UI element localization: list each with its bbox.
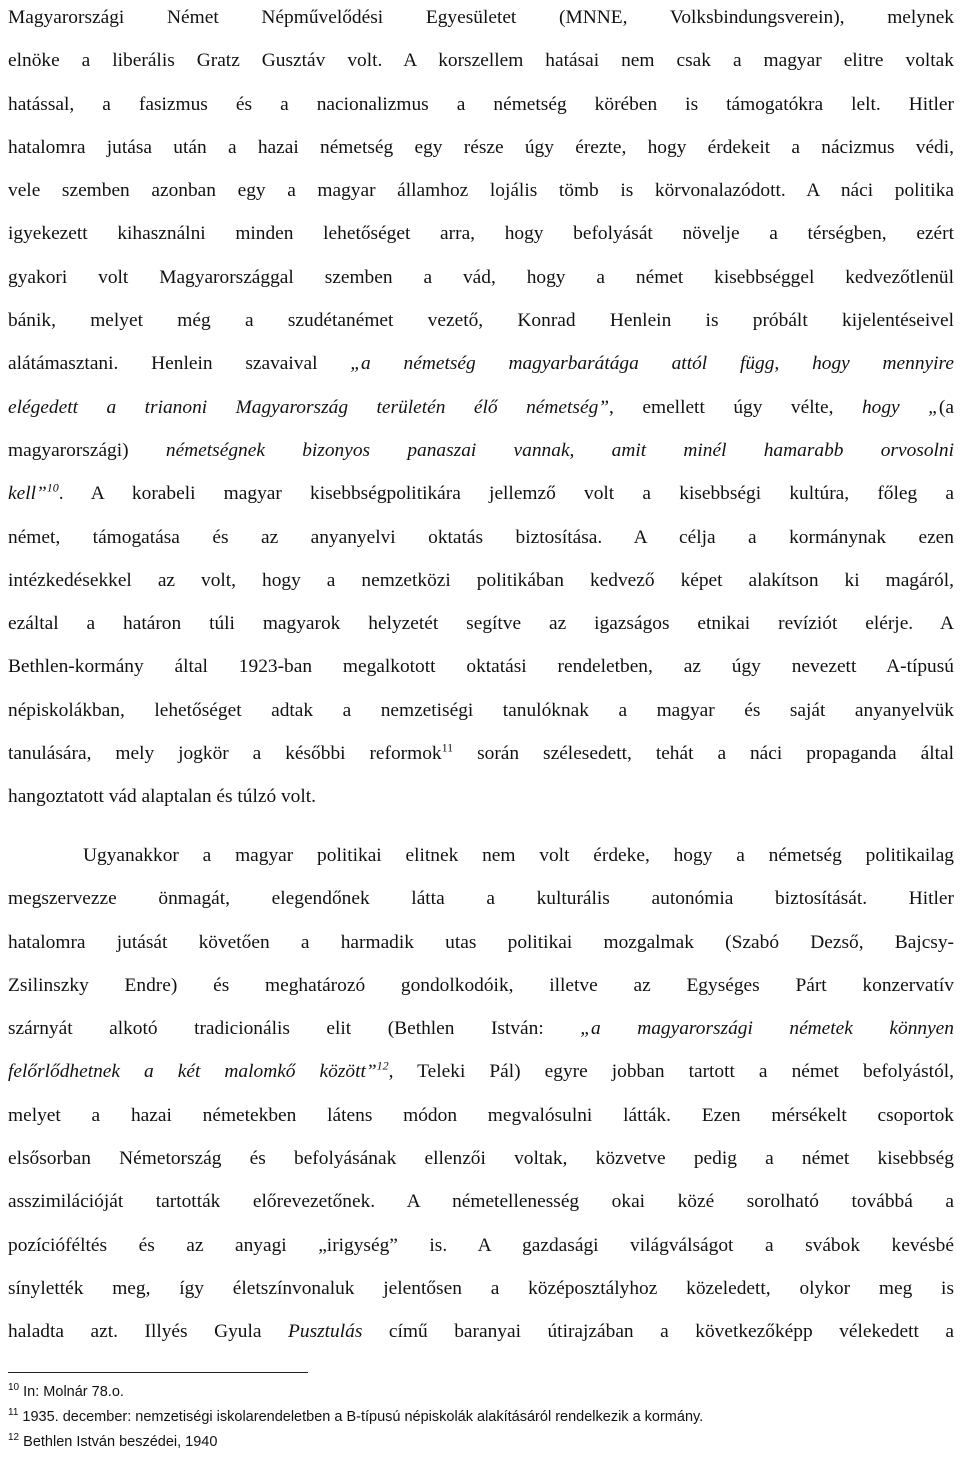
text-run: szárnyát alkotó tradicionális elit (Bethlen István: [8, 1018, 581, 1040]
henlein-quote: „a németség magyarbarátága attól függ, hogy mennyire [350, 353, 954, 375]
text-line: vele szemben azonban egy a magyar államhoz lojális tömb is körvonalazódott. A náci politika [8, 180, 954, 202]
text-run: , Teleki Pál) egyre jobban tartott a német befolyástól, [388, 1061, 954, 1083]
text-line: hatalomra jutását követően a harmadik utas politikai mozgalmak (Szabó Dezső, Bajcsy- [8, 931, 954, 953]
footnote-ref[interactable]: 12 [376, 1059, 389, 1074]
book-title: Pusztulás [288, 1321, 363, 1343]
text-run: . A korabeli magyar kisebbségpolitikára jellemző volt a kisebbségi kultúra, főleg a [58, 483, 954, 505]
text-line: pozícióféltés és az anyagi „irigység” is. A gazdasági világválságot a svábok kevésbé [8, 1234, 954, 1256]
henlein-quote: németségnek bizonyos panaszai vannak, amit minél hamarabb orvosolni [165, 439, 954, 461]
henlein-quote: elégedett a trianoni Magyarország területén élő németség” [8, 396, 610, 418]
footnote-text: In: Molnár 78.o. [23, 1384, 124, 1400]
text-line [8, 732, 954, 775]
paragraph-2 [8, 834, 954, 1354]
text-line: melyet a hazai németekben látens módon megvalósulni látták. Ezen mérsékelt csoportok [8, 1104, 954, 1126]
text-line: hangoztatott vád alaptalan és túlzó volt. [8, 786, 316, 808]
text-run: , emellett úgy vélte, [609, 396, 834, 418]
text-run: című baranyai útirajzában a következőképp vélekedett a [362, 1321, 954, 1343]
text-run: magyarországi) [8, 439, 129, 461]
footnote [8, 1384, 124, 1400]
text-line: népiskolákban, lehetőséget adtak a nemzetiségi tanulóknak a magyar és saját anyanyelvük [8, 699, 954, 721]
text-line: hatással, a fasizmus és a nacionalizmus a németség körében is támogatókra lelt. Hitler [8, 93, 954, 115]
text-run: tanulására, mely jogkör a későbbi reformok [8, 743, 442, 765]
footnote-ref[interactable]: 10 [46, 480, 59, 495]
text-line: Ugyanakkor a magyar politikai elitnek nem volt érdeke, hogy a németség politikailag [83, 845, 954, 866]
text-line [8, 472, 954, 515]
text-line: Magyarországi Német Népművelődési Egyesületet (MNNE, Volksbindungsverein), melynek [8, 7, 954, 28]
text-line: elsősorban Németország és befolyásának ellenzői voltak, közvetve pedig a német kisebbség [8, 1148, 954, 1170]
text-line: elnöke a liberális Gratz Gusztáv volt. A korszellem hatásai nem csak a magyar elitre voltak [8, 50, 954, 72]
text-line: német, támogatása és az anyanyelvi oktatás biztosítása. A célja a kormánynak ezen [8, 526, 954, 548]
paragraph-1 [8, 0, 954, 819]
text-line: Bethlen-kormány által 1923-ban megalkotott oktatási rendeletben, az úgy nevezett A-típusú [8, 656, 954, 678]
text-line: Zsilinszky Endre) és meghatározó gondolkodóik, illetve az Egységes Párt konzervatív [8, 974, 954, 996]
text-line: megszervezze önmagát, elegendőnek látta a kulturális autonómia biztosítását. Hitler [8, 888, 954, 910]
text-line [8, 429, 954, 472]
text-run: során szélesedett, tehát a náci propaganda által [453, 743, 954, 765]
text-run: haladta azt. Illyés Gyula [8, 1321, 289, 1343]
footnote-number: 12 [8, 1432, 20, 1443]
bethlen-quote: „a magyarországi németek könnyen [580, 1018, 954, 1040]
text-line: asszimilációját tartották előrevezetőnek. A németellenesség okai közé sorolható továbbá a [8, 1191, 954, 1213]
text-line: ezáltal a határon túli magyarok helyzetét segítve az igazságos etnikai revíziót elérje. A [8, 613, 954, 635]
text-line: sínylették meg, így életszínvonaluk jelentősen a középosztályhoz közeledett, olykor meg is [8, 1277, 954, 1299]
footnote-separator [8, 1372, 308, 1373]
text-run: (a [938, 396, 954, 418]
footnote-number: 11 [8, 1407, 19, 1418]
footnote [8, 1409, 703, 1425]
text-line: bánik, melyet még a szudétanémet vezető, Konrad Henlein is próbált kijelentéseivel [8, 310, 954, 332]
text-line [8, 1050, 954, 1093]
text-line [8, 1007, 954, 1050]
footnote-number: 10 [8, 1382, 20, 1393]
henlein-quote: kell” [8, 483, 47, 505]
text-line: intézkedésekkel az volt, hogy a nemzetközi politikában kedvező képet alakítson ki magáról, [8, 569, 954, 591]
footnote-ref[interactable]: 11 [441, 740, 454, 755]
footnote-text: Bethlen István beszédei, 1940 [23, 1434, 218, 1450]
text-line: igyekezett kihasználni minden lehetőséget arra, hogy befolyását növelje a térségben, ezért [8, 223, 954, 245]
text-run: alátámasztani. Henlein szavaival [8, 353, 318, 375]
henlein-quote: hogy „ [861, 396, 939, 418]
footnote-text: 1935. december: nemzetiségi iskolarendeletben a B-típusú népiskolák alakításáról rendelkezik a kormány. [22, 1409, 704, 1425]
text-line [8, 1310, 954, 1353]
bethlen-quote: felőrlődhetnek a két malomkő között” [8, 1061, 377, 1083]
text-line [8, 386, 954, 429]
text-line [8, 342, 954, 385]
footnote [8, 1434, 217, 1450]
text-line: gyakori volt Magyarországgal szemben a vád, hogy a német kisebbséggel kedvezőtlenül [8, 266, 954, 288]
text-line: hatalomra jutása után a hazai németség egy része úgy érezte, hogy érdekeit a nácizmus védi, [8, 136, 954, 158]
